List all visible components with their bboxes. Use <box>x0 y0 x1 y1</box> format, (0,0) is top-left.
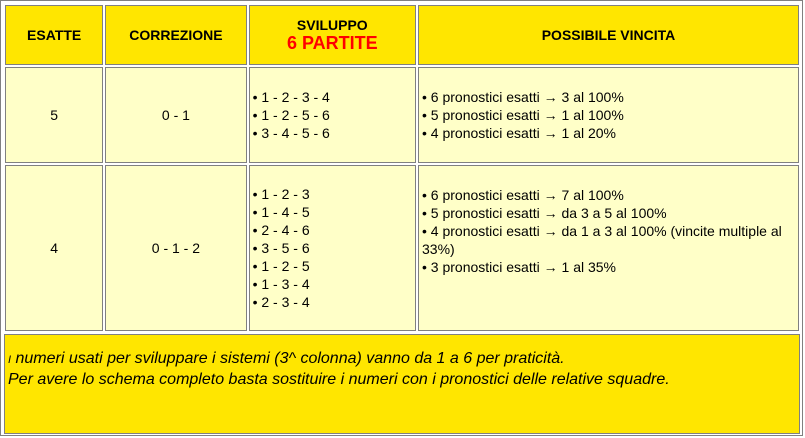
footnote-line-2: Per avere lo schema completo basta sostituire i numeri con i pronostici delle relative squadre. <box>8 371 670 388</box>
footnote-initial: I <box>8 354 12 366</box>
list-item: • 1 - 2 - 3 <box>252 186 310 202</box>
header-sviluppo-label: SVILUPPO <box>296 17 368 33</box>
table-row <box>5 67 799 163</box>
list-item: • 6 pronostici esatti → 3 al 100% <box>422 89 624 105</box>
list-item: • 4 pronostici esatti → 1 al 20% <box>422 125 616 141</box>
header-vincita: POSSIBILE VINCITA <box>418 5 799 65</box>
cell-esatte: 4 <box>5 165 103 331</box>
list-item: • 1 - 2 - 3 - 4 <box>252 89 330 105</box>
cell-correzione: 0 - 1 - 2 <box>105 165 246 331</box>
header-sviluppo <box>249 5 416 65</box>
list-item: • 1 - 4 - 5 <box>252 204 310 220</box>
list-item: • 2 - 3 - 4 <box>252 294 310 310</box>
cell-sviluppo <box>249 67 416 163</box>
cell-vincita <box>418 67 799 163</box>
table-row <box>5 165 799 331</box>
list-item: • 3 - 5 - 6 <box>252 240 310 256</box>
header-partite-label: 6 PARTITE <box>286 33 378 53</box>
header-row <box>5 5 799 65</box>
cell-sviluppo <box>249 165 416 331</box>
list-item: • 1 - 2 - 5 <box>252 258 310 274</box>
header-correzione: CORREZIONE <box>105 5 246 65</box>
list-item: • 3 - 4 - 5 - 6 <box>252 125 330 141</box>
list-item: • 1 - 2 - 5 - 6 <box>252 107 330 123</box>
list-item: • 4 pronostici esatti → da 1 a 3 al 100% (vincite multiple al 33%) <box>422 223 782 257</box>
list-item: • 5 pronostici esatti → da 3 a 5 al 100% <box>422 205 667 221</box>
cell-vincita <box>418 165 799 331</box>
list-item: • 6 pronostici esatti → 7 al 100% <box>422 187 624 203</box>
footnote-line-1-text: numeri usati per sviluppare i sistemi (3^ colonna) vanno da 1 a 6 per praticità. <box>11 350 565 367</box>
footnote-line-1 <box>8 349 797 370</box>
systems-table <box>3 3 801 333</box>
cell-correzione: 0 - 1 <box>105 67 246 163</box>
header-esatte: ESATTE <box>5 5 103 65</box>
list-item: • 2 - 4 - 6 <box>252 222 310 238</box>
cell-esatte: 5 <box>5 67 103 163</box>
list-item: • 3 pronostici esatti → 1 al 35% <box>422 259 616 275</box>
footnote <box>4 334 800 434</box>
list-item: • 1 - 3 - 4 <box>252 276 310 292</box>
list-item: • 5 pronostici esatti → 1 al 100% <box>422 107 624 123</box>
